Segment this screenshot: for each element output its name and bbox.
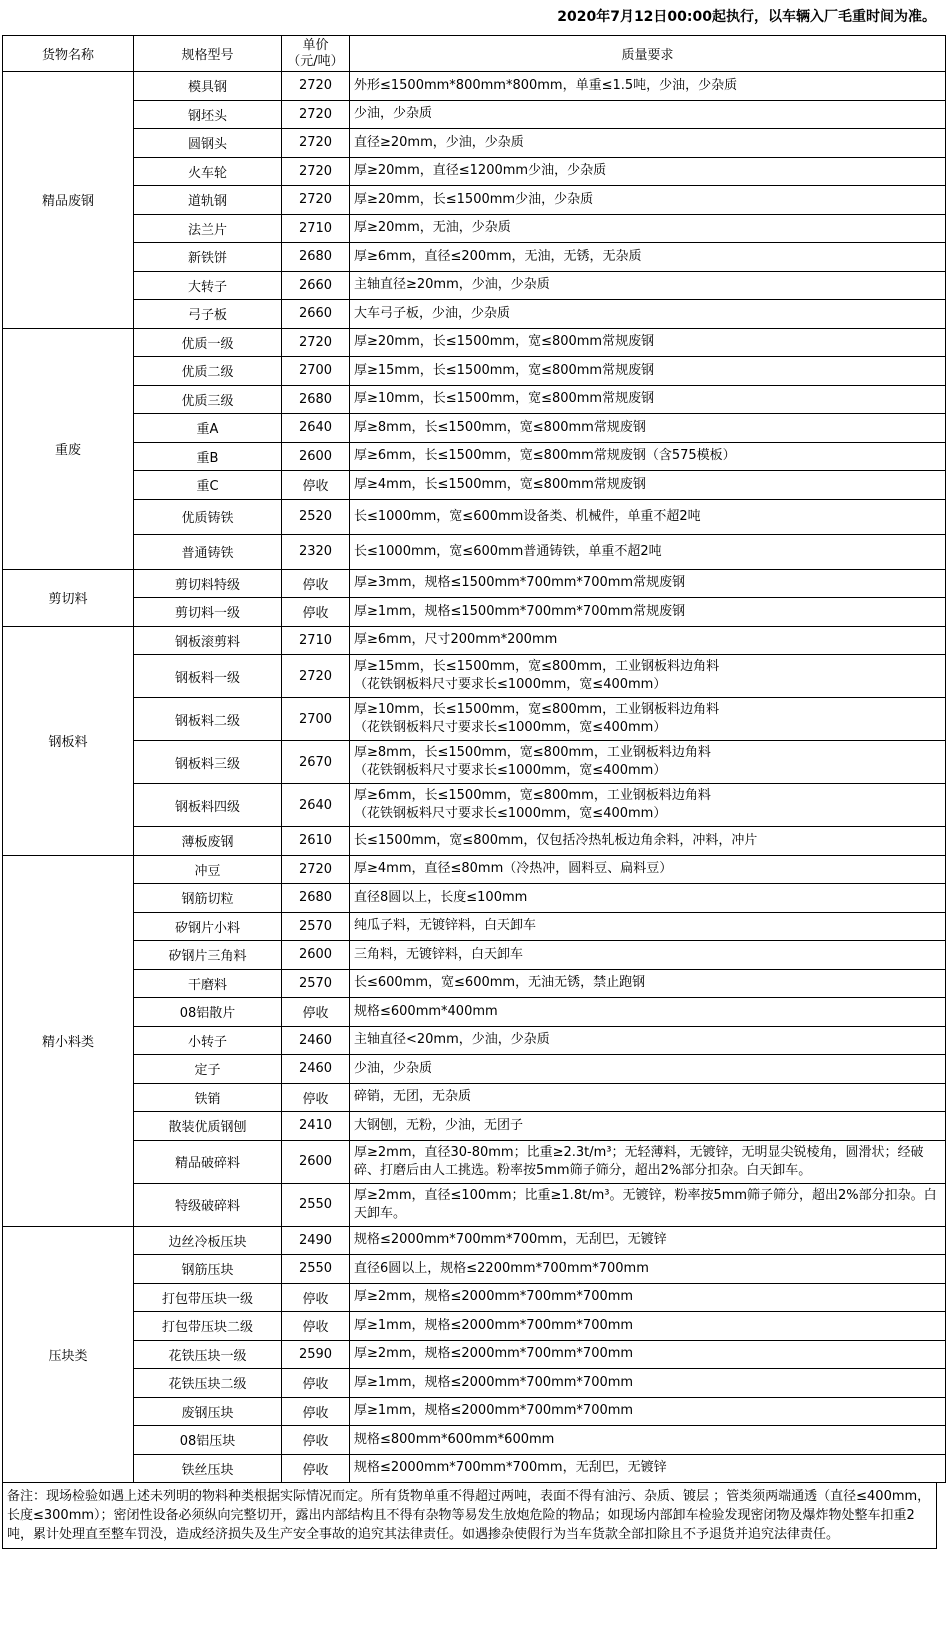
price-cell: 2550 bbox=[282, 1255, 350, 1284]
spec-cell: 散装优质钢刨 bbox=[134, 1112, 282, 1141]
table-row bbox=[3, 442, 946, 471]
requirement-cell: 规格≤800mm*600mm*600mm bbox=[350, 1426, 946, 1455]
table-row bbox=[3, 385, 946, 414]
spec-cell: 花铁压块二级 bbox=[134, 1369, 282, 1398]
requirement-cell: 三角料，无镀锌料，白天卸车 bbox=[350, 941, 946, 970]
spec-cell: 矽钢片三角料 bbox=[134, 941, 282, 970]
spec-cell: 道轨钢 bbox=[134, 186, 282, 215]
spec-cell: 矽钢片小料 bbox=[134, 912, 282, 941]
spec-cell: 优质三级 bbox=[134, 385, 282, 414]
requirement-cell: 规格≤2000mm*700mm*700mm，无刮巴，无镀锌 bbox=[350, 1226, 946, 1255]
spec-cell: 大转子 bbox=[134, 271, 282, 300]
table-row bbox=[3, 357, 946, 386]
table-row bbox=[3, 100, 946, 129]
requirement-cell: 厚≥20mm，长≤1500mm，宽≤800mm常规废钢 bbox=[350, 328, 946, 357]
spec-cell: 钢板料二级 bbox=[134, 698, 282, 741]
spec-cell: 优质一级 bbox=[134, 328, 282, 357]
requirement-cell: 规格≤2000mm*700mm*700mm，无刮巴，无镀锌 bbox=[350, 1454, 946, 1483]
requirement-cell: 厚≥8mm，长≤1500mm，宽≤800mm，工业钢板料边角料 （花铁钢板料尺寸要求长≤1000mm，宽≤400mm） bbox=[350, 741, 946, 784]
requirement-cell: 纯瓜子料，无镀锌料，白天卸车 bbox=[350, 912, 946, 941]
table-row bbox=[3, 300, 946, 329]
requirement-cell: 厚≥3mm，规格≤1500mm*700mm*700mm常规废钢 bbox=[350, 569, 946, 598]
requirement-cell: 规格≤600mm*400mm bbox=[350, 998, 946, 1027]
requirement-cell: 厚≥2mm，规格≤2000mm*700mm*700mm bbox=[350, 1340, 946, 1369]
price-cell: 2640 bbox=[282, 784, 350, 827]
spec-cell: 钢板料三级 bbox=[134, 741, 282, 784]
table-row bbox=[3, 534, 946, 569]
requirement-cell: 厚≥6mm，长≤1500mm，宽≤800mm常规废钢（含575模板） bbox=[350, 442, 946, 471]
requirement-cell: 直径6圆以上，规格≤2200mm*700mm*700mm bbox=[350, 1255, 946, 1284]
spec-cell: 干磨料 bbox=[134, 969, 282, 998]
table-row bbox=[3, 1426, 946, 1455]
spec-cell: 废钢压块 bbox=[134, 1397, 282, 1426]
table-row bbox=[3, 157, 946, 186]
requirement-cell: 主轴直径≥20mm，少油，少杂质 bbox=[350, 271, 946, 300]
requirement-cell: 厚≥10mm，长≤1500mm，宽≤800mm，工业钢板料边角料 （花铁钢板料尺寸要求长≤1000mm，宽≤400mm） bbox=[350, 698, 946, 741]
table-row bbox=[3, 1083, 946, 1112]
category-cell: 重废 bbox=[3, 328, 134, 569]
table-row bbox=[3, 569, 946, 598]
spec-cell: 剪切料一级 bbox=[134, 598, 282, 627]
table-row bbox=[3, 698, 946, 741]
spec-cell: 重C bbox=[134, 471, 282, 500]
spec-cell: 重A bbox=[134, 414, 282, 443]
price-cell: 停收 bbox=[282, 598, 350, 627]
price-cell: 2410 bbox=[282, 1112, 350, 1141]
spec-cell: 边丝冷板压块 bbox=[134, 1226, 282, 1255]
spec-cell: 特级破碎料 bbox=[134, 1183, 282, 1226]
table-row bbox=[3, 471, 946, 500]
price-cell: 2720 bbox=[282, 186, 350, 215]
price-cell: 2570 bbox=[282, 912, 350, 941]
table-row bbox=[3, 1055, 946, 1084]
spec-cell: 模具钢 bbox=[134, 72, 282, 101]
col-header-price bbox=[282, 36, 350, 72]
requirement-cell: 少油，少杂质 bbox=[350, 1055, 946, 1084]
price-cell: 2670 bbox=[282, 741, 350, 784]
requirement-cell: 厚≥15mm，长≤1500mm，宽≤800mm，工业钢板料边角料 （花铁钢板料尺寸要求长≤1000mm，宽≤400mm） bbox=[350, 655, 946, 698]
price-cell: 2610 bbox=[282, 827, 350, 856]
table-row bbox=[3, 626, 946, 655]
price-cell: 2490 bbox=[282, 1226, 350, 1255]
table-row bbox=[3, 1183, 946, 1226]
table-row bbox=[3, 827, 946, 856]
price-cell: 停收 bbox=[282, 1454, 350, 1483]
table-body bbox=[3, 72, 946, 1483]
table-row bbox=[3, 655, 946, 698]
requirement-cell: 少油，少杂质 bbox=[350, 100, 946, 129]
table-row bbox=[3, 129, 946, 158]
spec-cell: 剪切料特级 bbox=[134, 569, 282, 598]
requirement-cell: 厚≥20mm，直径≤1200mm少油，少杂质 bbox=[350, 157, 946, 186]
requirement-cell: 长≤1000mm，宽≤600mm设备类、机械件，单重不超2吨 bbox=[350, 499, 946, 534]
price-cell: 2600 bbox=[282, 442, 350, 471]
price-cell: 2660 bbox=[282, 271, 350, 300]
spec-cell: 08铝压块 bbox=[134, 1426, 282, 1455]
spec-cell: 重B bbox=[134, 442, 282, 471]
price-cell: 2570 bbox=[282, 969, 350, 998]
price-cell: 2680 bbox=[282, 243, 350, 272]
requirement-cell: 厚≥6mm，直径≤200mm，无油，无锈，无杂质 bbox=[350, 243, 946, 272]
price-cell: 2460 bbox=[282, 1055, 350, 1084]
price-cell: 2700 bbox=[282, 698, 350, 741]
price-cell: 2720 bbox=[282, 129, 350, 158]
price-cell: 2680 bbox=[282, 385, 350, 414]
price-cell: 2640 bbox=[282, 414, 350, 443]
price-cell: 2720 bbox=[282, 655, 350, 698]
table-row bbox=[3, 1112, 946, 1141]
spec-cell: 法兰片 bbox=[134, 214, 282, 243]
price-cell: 2520 bbox=[282, 499, 350, 534]
price-cell: 停收 bbox=[282, 569, 350, 598]
spec-cell: 钢板料一级 bbox=[134, 655, 282, 698]
table-row bbox=[3, 912, 946, 941]
table-row bbox=[3, 271, 946, 300]
spec-cell: 打包带压块二级 bbox=[134, 1312, 282, 1341]
table-row bbox=[3, 1255, 946, 1284]
table-row bbox=[3, 414, 946, 443]
price-cell: 2660 bbox=[282, 300, 350, 329]
price-cell: 停收 bbox=[282, 998, 350, 1027]
spec-cell: 铁丝压块 bbox=[134, 1454, 282, 1483]
requirement-cell: 厚≥2mm，规格≤2000mm*700mm*700mm bbox=[350, 1283, 946, 1312]
col-header-spec: 规格型号 bbox=[134, 36, 282, 72]
price-cell: 停收 bbox=[282, 471, 350, 500]
price-cell: 2720 bbox=[282, 72, 350, 101]
table-row bbox=[3, 784, 946, 827]
price-cell: 2720 bbox=[282, 157, 350, 186]
requirement-cell: 厚≥20mm，无油，少杂质 bbox=[350, 214, 946, 243]
price-table bbox=[2, 35, 946, 1483]
price-cell: 停收 bbox=[282, 1283, 350, 1312]
spec-cell: 钢筋压块 bbox=[134, 1255, 282, 1284]
table-row bbox=[3, 1340, 946, 1369]
requirement-cell: 厚≥1mm，规格≤1500mm*700mm*700mm常规废钢 bbox=[350, 598, 946, 627]
table-row bbox=[3, 243, 946, 272]
price-cell: 停收 bbox=[282, 1083, 350, 1112]
requirement-cell: 大车弓子板，少油，少杂质 bbox=[350, 300, 946, 329]
category-cell: 精品废钢 bbox=[3, 72, 134, 329]
category-cell: 剪切料 bbox=[3, 569, 134, 626]
spec-cell: 优质铸铁 bbox=[134, 499, 282, 534]
col-header-price-label: 单价 （元/吨） bbox=[287, 37, 344, 69]
table-row bbox=[3, 328, 946, 357]
requirement-cell: 厚≥6mm，尺寸200mm*200mm bbox=[350, 626, 946, 655]
price-cell: 2590 bbox=[282, 1340, 350, 1369]
spec-cell: 新铁饼 bbox=[134, 243, 282, 272]
spec-cell: 火车轮 bbox=[134, 157, 282, 186]
table-row bbox=[3, 741, 946, 784]
spec-cell: 圆钢头 bbox=[134, 129, 282, 158]
requirement-cell: 长≤1500mm，宽≤800mm，仅包括冷热轧板边角余料，冲料，冲片 bbox=[350, 827, 946, 856]
spec-cell: 冲豆 bbox=[134, 855, 282, 884]
table-row bbox=[3, 1454, 946, 1483]
requirement-cell: 外形≤1500mm*800mm*800mm，单重≤1.5吨，少油，少杂质 bbox=[350, 72, 946, 101]
spec-cell: 薄板废钢 bbox=[134, 827, 282, 856]
remarks-note: 备注：现场检验如遇上述未列明的物料种类根据实际情况而定。所有货物单重不得超过两吨，表面不得有油污、杂质、镀层 ；管类须两端通透（直径≤400mm，长度≤300mm）；密闭性设备必须纵向完整切开，露出内部结构且不得有杂物等易发生放炮危险的物品；如现场内部卸车检验发现密闭物及爆炸物处整车扣重2吨，累计处理直至整车罚没，造成经济损失及生产安全事故的追究其法律责任。如遇掺杂使假行为当车货款全部扣除且不予退货并追究法律责任。 bbox=[2, 1483, 937, 1549]
table-row bbox=[3, 598, 946, 627]
table-row bbox=[3, 941, 946, 970]
requirement-cell: 主轴直径<20mm，少油，少杂质 bbox=[350, 1026, 946, 1055]
price-cell: 停收 bbox=[282, 1369, 350, 1398]
category-cell: 精小料类 bbox=[3, 855, 134, 1226]
spec-cell: 钢坯头 bbox=[134, 100, 282, 129]
requirement-cell: 厚≥20mm，长≤1500mm少油，少杂质 bbox=[350, 186, 946, 215]
price-cell: 2460 bbox=[282, 1026, 350, 1055]
requirement-cell: 碎销，无团，无杂质 bbox=[350, 1083, 946, 1112]
category-cell: 钢板料 bbox=[3, 626, 134, 855]
requirement-cell: 长≤600mm，宽≤600mm，无油无锈，禁止跑钢 bbox=[350, 969, 946, 998]
table-row bbox=[3, 855, 946, 884]
requirement-cell: 长≤1000mm，宽≤600mm普通铸铁，单重不超2吨 bbox=[350, 534, 946, 569]
table-row bbox=[3, 499, 946, 534]
requirement-cell: 厚≥4mm，直径≤80mm（冷热冲，圆料豆、扁料豆） bbox=[350, 855, 946, 884]
requirement-cell: 厚≥1mm，规格≤2000mm*700mm*700mm bbox=[350, 1397, 946, 1426]
price-cell: 2710 bbox=[282, 214, 350, 243]
price-cell: 2680 bbox=[282, 884, 350, 913]
price-cell: 停收 bbox=[282, 1397, 350, 1426]
table-row bbox=[3, 884, 946, 913]
price-cell: 2720 bbox=[282, 855, 350, 884]
requirement-cell: 直径≥20mm，少油，少杂质 bbox=[350, 129, 946, 158]
requirement-cell: 厚≥1mm，规格≤2000mm*700mm*700mm bbox=[350, 1312, 946, 1341]
category-cell: 压块类 bbox=[3, 1226, 134, 1483]
col-header-name: 货物名称 bbox=[3, 36, 134, 72]
price-cell: 2600 bbox=[282, 941, 350, 970]
price-cell: 2720 bbox=[282, 100, 350, 129]
spec-cell: 花铁压块一级 bbox=[134, 1340, 282, 1369]
requirement-cell: 厚≥10mm，长≤1500mm，宽≤800mm常规废钢 bbox=[350, 385, 946, 414]
table-row bbox=[3, 998, 946, 1027]
price-cell: 2600 bbox=[282, 1140, 350, 1183]
requirement-cell: 厚≥4mm，长≤1500mm，宽≤800mm常规废钢 bbox=[350, 471, 946, 500]
requirement-cell: 厚≥1mm，规格≤2000mm*700mm*700mm bbox=[350, 1369, 946, 1398]
requirement-cell: 厚≥15mm，长≤1500mm，宽≤800mm常规废钢 bbox=[350, 357, 946, 386]
spec-cell: 精品破碎料 bbox=[134, 1140, 282, 1183]
price-cell: 停收 bbox=[282, 1312, 350, 1341]
table-row bbox=[3, 72, 946, 101]
table-row bbox=[3, 186, 946, 215]
requirement-cell: 厚≥6mm，长≤1500mm，宽≤800mm，工业钢板料边角料 （花铁钢板料尺寸要求长≤1000mm，宽≤400mm） bbox=[350, 784, 946, 827]
spec-cell: 钢板料四级 bbox=[134, 784, 282, 827]
table-row bbox=[3, 1312, 946, 1341]
requirement-cell: 大钢刨，无粉，少油，无团子 bbox=[350, 1112, 946, 1141]
requirement-cell: 厚≥2mm，直径30-80mm；比重≥2.3t/m³；无轻薄料，无镀锌，无明显尖锐棱角，圆滑状；经破碎、打磨后由人工挑选。粉率按5mm筛子筛分，超出2%部分扣杂。白天卸车。 bbox=[350, 1140, 946, 1183]
price-cell: 2550 bbox=[282, 1183, 350, 1226]
table-row bbox=[3, 1397, 946, 1426]
table-row bbox=[3, 1369, 946, 1398]
table-row bbox=[3, 214, 946, 243]
price-cell: 2710 bbox=[282, 626, 350, 655]
spec-cell: 优质二级 bbox=[134, 357, 282, 386]
requirement-cell: 直径8圆以上，长度≤100mm bbox=[350, 884, 946, 913]
requirement-cell: 厚≥8mm，长≤1500mm，宽≤800mm常规废钢 bbox=[350, 414, 946, 443]
spec-cell: 打包带压块一级 bbox=[134, 1283, 282, 1312]
effective-date-notice: 2020年7月12日00:00起执行，以车辆入厂毛重时间为准。 bbox=[557, 9, 936, 25]
spec-cell: 普通铸铁 bbox=[134, 534, 282, 569]
table-row bbox=[3, 1283, 946, 1312]
table-row bbox=[3, 1140, 946, 1183]
price-cell: 停收 bbox=[282, 1426, 350, 1455]
price-cell: 2320 bbox=[282, 534, 350, 569]
table-row bbox=[3, 1226, 946, 1255]
spec-cell: 钢筋切粒 bbox=[134, 884, 282, 913]
col-header-req: 质量要求 bbox=[350, 36, 946, 72]
requirement-cell: 厚≥2mm，直径≤100mm；比重≥1.8t/m³。无镀锌，粉率按5mm筛子筛分，超出2%部分扣杂。白天卸车。 bbox=[350, 1183, 946, 1226]
spec-cell: 定子 bbox=[134, 1055, 282, 1084]
price-cell: 2700 bbox=[282, 357, 350, 386]
spec-cell: 铁销 bbox=[134, 1083, 282, 1112]
table-row bbox=[3, 1026, 946, 1055]
spec-cell: 弓子板 bbox=[134, 300, 282, 329]
spec-cell: 钢板滚剪料 bbox=[134, 626, 282, 655]
price-cell: 2720 bbox=[282, 328, 350, 357]
table-row bbox=[3, 969, 946, 998]
spec-cell: 小转子 bbox=[134, 1026, 282, 1055]
spec-cell: 08铝散片 bbox=[134, 998, 282, 1027]
